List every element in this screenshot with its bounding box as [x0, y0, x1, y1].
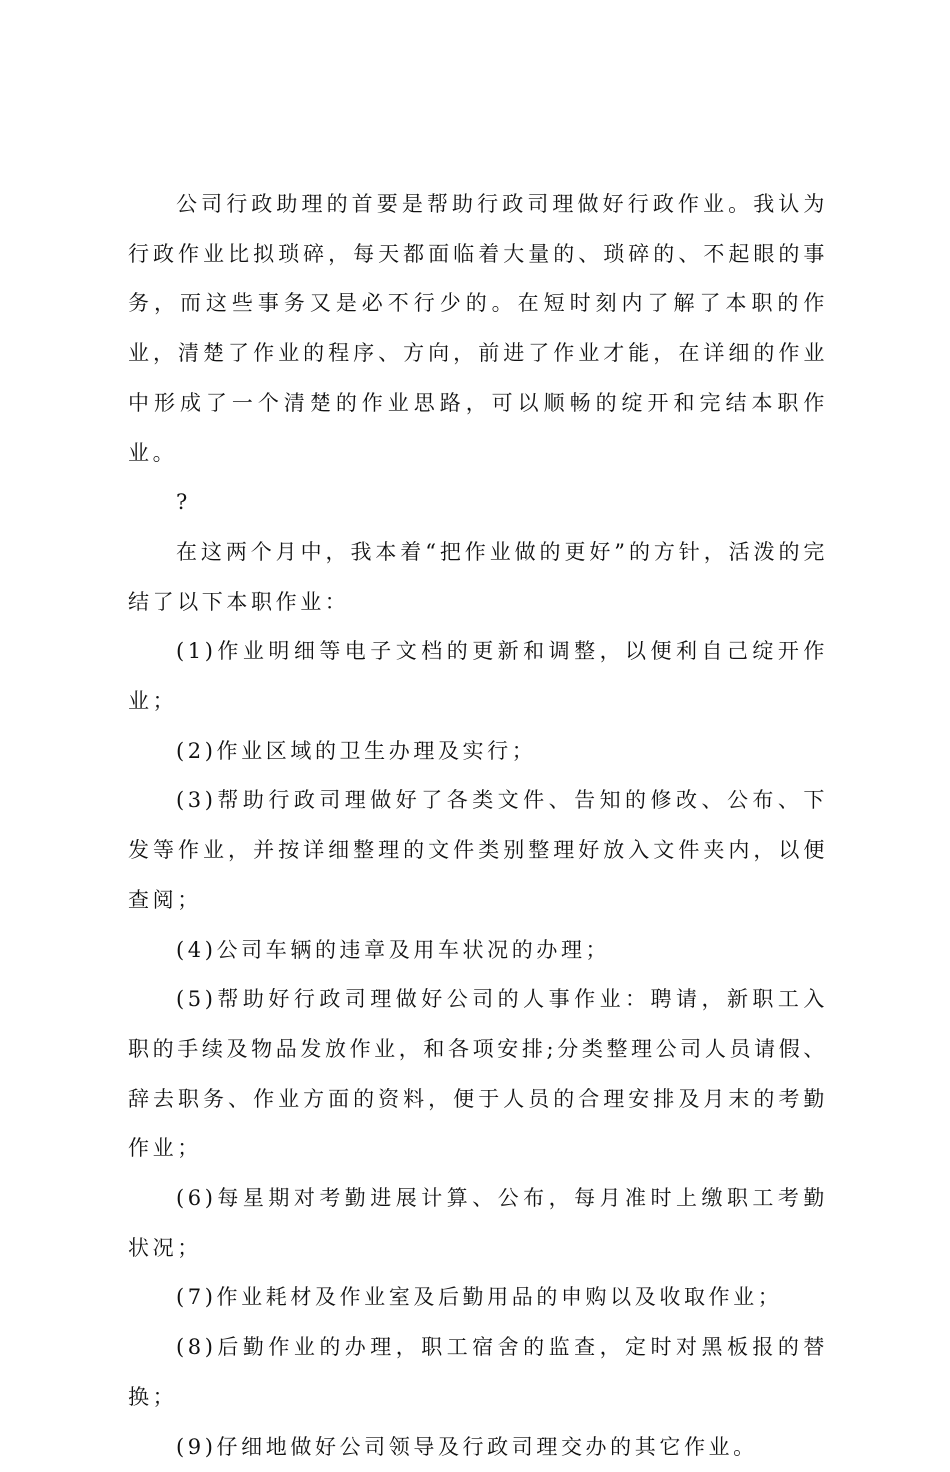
list-item-2: (2)作业区域的卫生办理及实行； [176, 738, 537, 763]
list-item-4: (4)公司车辆的违章及用车状况的办理； [176, 937, 611, 962]
paragraph-question-mark: ? [176, 490, 191, 515]
paragraph-summary: 在这两个月中，我本着“把作业做的更好”的方针，活泼的完结了以下本职作业： [128, 539, 828, 614]
list-item-3: (3)帮助行政司理做好了各类文件、告知的修改、公布、下发等作业，并按详细整理的文件类别整理好放入文件夹内，以便查阅； [128, 788, 828, 912]
list-item-8: (8)后勤作业的办理，职工宿舍的监查，定时对黑板报的替换； [128, 1335, 828, 1409]
list-item-9: (9)仔细地做好公司领导及行政司理交办的其它作业。 [176, 1434, 758, 1459]
document-body [128, 180, 828, 1472]
list-item-7: (7)作业耗材及作业室及后勤用品的申购以及收取作业； [176, 1285, 783, 1310]
paragraph-intro: 公司行政助理的首要是帮助行政司理做好行政作业。我认为行政作业比拟琐碎，每天都面临着大量的、琐碎的、不起眼的事务，而这些事务又是必不行少的。在短时刻内了解了本职的作业，清楚了作业的程序、方向，前进了作业才能，在详细的作业中形成了一个清楚的作业思路，可以顺畅的绽开和完结本职作业。 [128, 192, 828, 465]
list-item-6: (6)每星期对考勤进展计算、公布，每月准时上缴职工考勤状况； [128, 1186, 828, 1260]
list-item-1: (1)作业明细等电子文档的更新和调整，以便利自己绽开作业； [128, 639, 828, 714]
list-item-5: (5)帮助好行政司理做好公司的人事作业：聘请，新职工入职的手续及物品发放作业，和各项安排;分类整理公司人员请假、辞去职务、作业方面的资料，便于人员的合理安排及月末的考勤作业； [128, 987, 828, 1161]
